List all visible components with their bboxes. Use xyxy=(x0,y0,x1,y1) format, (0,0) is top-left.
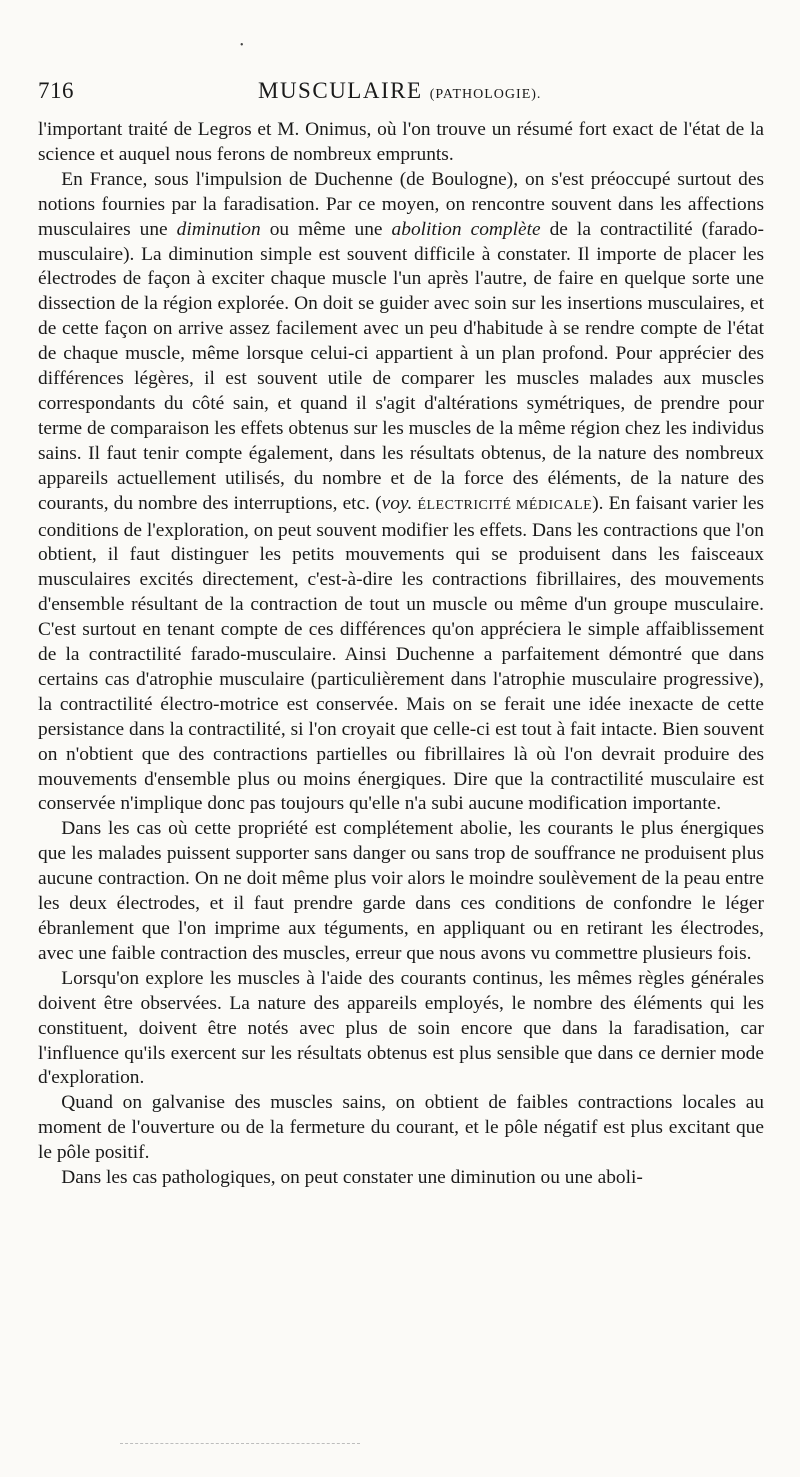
text-segment: Lorsqu'on explore les muscles à l'aide des courants continus, les mêmes règles générales doivent être observées. La nature des appareils employés, le nombre des éléments qui les constituent, doivent être notés avec plus de soin encore que dans la faradisation, car l'influence qu'ils exercent sur les résultats obtenus est plus sensible que dans ce dernier mode d'exploration. xyxy=(38,967,764,1089)
text-segment: En France, sous l'impulsion de Duchenne (de Boulogne), on s'est préoccupé surtout des notions fournies par la faradisation. Par ce moyen, on rencontre souvent dans les affections musculaires une xyxy=(38,168,764,240)
text-segment: ou même une xyxy=(260,218,392,240)
text-segment: ). En faisant varier les conditions de l'exploration, on peut souvent modifier les effets. Dans les contractions que l'on obtient, il faut distinguer les petits mouvements qui se produisent dans les faisceaux musculaires excités directement, c'est-à-dire les contractions fibrillaires, des mouvements d'ensemble résultant de la contraction de tout un muscle ou même d'un groupe musculaire. C'est surtout en tenant compte de ces différences qu'on appréciera le simple affaiblissement de la contractilité farado-musculaire. Ainsi Duchenne a parfaitement démontré que dans certains cas d'atrophie musculaire (particulièrement dans l'atrophie musculaire progressive), la contractilité électro-motrice est conservée. Mais on se ferait une idée inexacte de cette persistance dans la contractilité, si l'on croyait que celle-ci est tout à fait intacte. Bien souvent on n'obtient que des contractions partielles ou fibrillaires là où l'on devrait produire des mouvements d'ensemble plus ou moins énergiques. Dire que la contractilité musculaire est conservée n'implique donc pas toujours qu'elle n'a subi aucune modification importante. xyxy=(38,492,765,815)
text-segment: Dans les cas où cette propriété est complétement abolie, les courants le plus énergiques que les malades puissent supporter sans danger ou sans trop de souffrance ne produisent plus aucune contraction. On ne doit même plus voir alors le moindre soulèvement de la peau entre les deux électrodes, et il faut prendre garde dans ces conditions de confondre le léger ébranlement que l'on imprime aux téguments, en appliquant ou en retirant les électrodes, avec une faible contraction des muscles, erreur que nous avons vu commettre plusieurs fois. xyxy=(38,818,764,964)
page-number: 716 xyxy=(38,78,74,103)
text-segment: voy. xyxy=(381,492,413,514)
text-segment: de la contractilité (farado-musculaire). La diminution simple est souvent difficile à constater. Il importe de placer les électrodes de façon à exciter chaque muscle l'un après l'autre, de faire en quelque sorte une dissection de la région explorée. On doit se guider avec soin sur les insertions musculaires, et de cette façon on arrive assez facilement avec un peu d'habitude à se rendre compte de l'état de chaque muscle, même lorsque celui-ci appartient à un plan profond. Pour apprécier des différences légères, il est souvent utile de comparer les muscles malades aux muscles correspondants du côté sain, et quand il s'agit d'altérations symétriques, de prendre pour terme de comparaison les effets obtenus sur les muscles de la même région chez les individus sains. Il faut tenir compte également, dans les résultats obtenus, de la nature des nombreux appareils actuellement utilisés, du nombre et de la force des éléments, de la nature des courants, du nombre des interruptions, etc. ( xyxy=(38,218,764,514)
page-title xyxy=(258,78,541,104)
paragraph-p5 xyxy=(38,1091,764,1166)
paragraph-p4 xyxy=(38,967,764,1092)
text-segment: Quand on galvanise des muscles sains, on obtient de faibles contractions locales au moment de l'ouverture ou de la fermeture du courant, et le pôle négatif est plus excitant que le pôle positif. xyxy=(38,1092,764,1164)
header-subtitle: (PATHOLOGIE). xyxy=(429,87,542,102)
text-segment: ÉLECTRICITÉ MÉDICALE xyxy=(417,497,593,513)
running-header xyxy=(38,78,764,112)
paragraph-p1 xyxy=(38,118,764,168)
text-segment: l'important traité de Legros et M. Onimus, où l'on trouve un résumé fort exact de l'état de la science et auquel nous ferons de nombreux emprunts. xyxy=(38,119,764,165)
print-speck: • xyxy=(240,40,244,51)
text-segment: Dans les cas pathologiques, on peut constater une diminution ou une aboli- xyxy=(61,1167,643,1189)
paragraph-p2 xyxy=(38,168,764,818)
footer-rule xyxy=(120,1443,360,1444)
body-text xyxy=(38,118,764,1191)
text-segment: abolition complète xyxy=(391,218,541,240)
header-title: MUSCULAIRE xyxy=(258,78,423,103)
paragraph-p3 xyxy=(38,817,764,966)
document-page xyxy=(38,78,764,1191)
paragraph-p6 xyxy=(38,1166,764,1191)
text-segment: diminution xyxy=(176,218,261,240)
